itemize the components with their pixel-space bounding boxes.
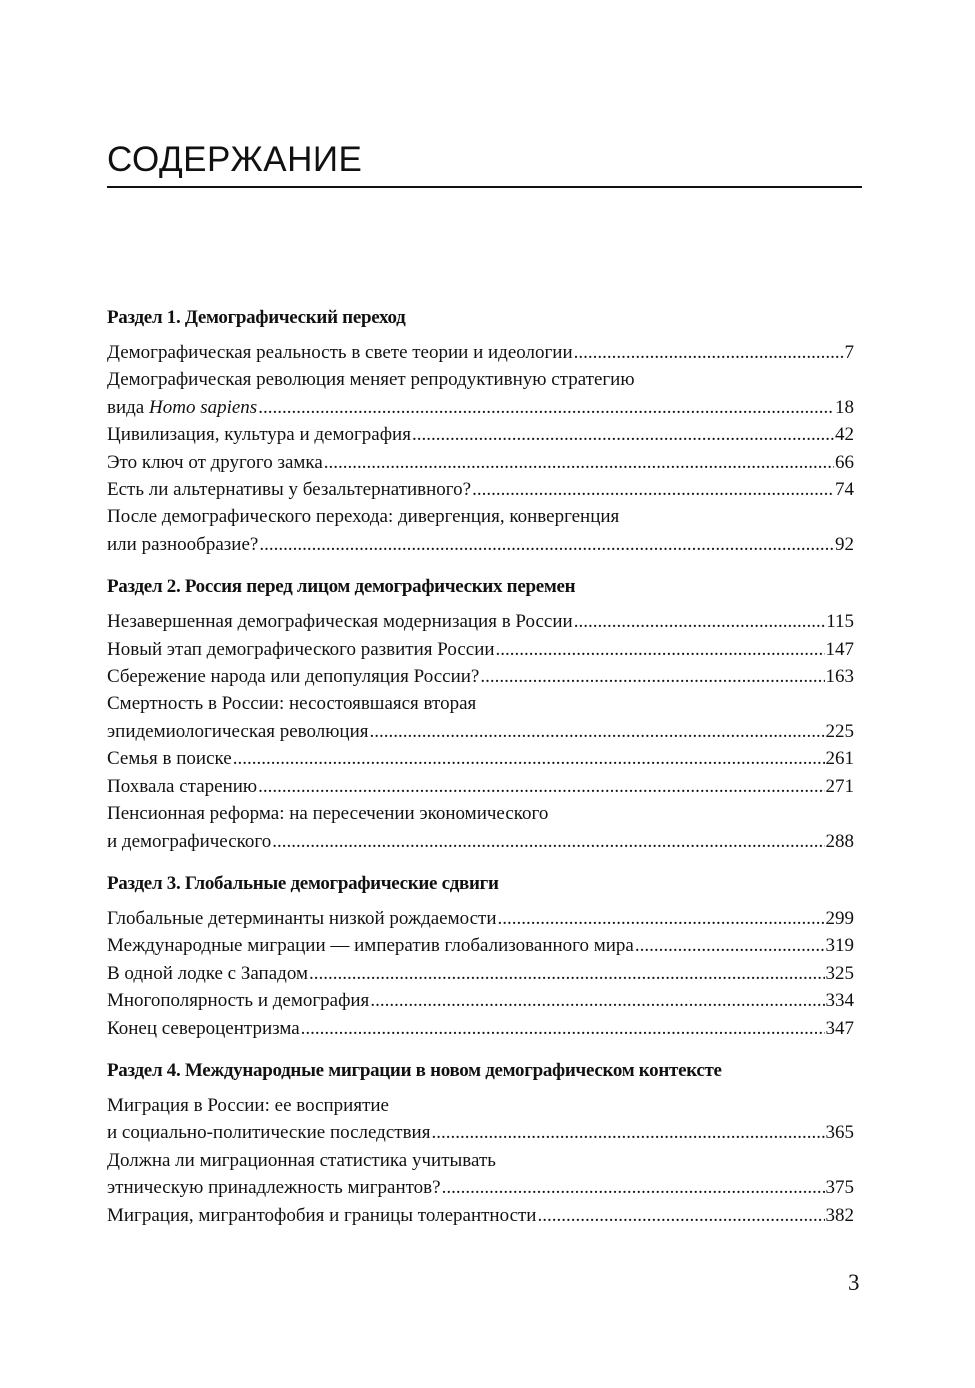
toc-entry[interactable] [107,745,854,772]
entry-page-number: 42 [835,424,854,446]
entry-title-line: Конец североцентризма [107,1017,300,1039]
dot-leader [258,394,834,421]
entry-page-number: 365 [825,1122,854,1144]
entry-page-number: 319 [825,935,854,957]
entry-title-line: вида Homo sapiens [107,396,258,418]
toc-entry[interactable] [107,636,854,663]
toc-entry[interactable] [107,339,854,366]
toc-entry[interactable] [107,476,854,503]
dot-leader [574,608,826,635]
entry-title-italic: Homo sapiens [149,396,258,418]
section-heading: Раздел 3. Глобальные демографические сдвиги [107,872,499,894]
dot-leader [309,960,825,987]
entry-title-line: или разнообразие? [107,533,259,555]
dot-leader [324,449,834,476]
toc-entry[interactable] [107,608,854,635]
entry-page-number: 66 [835,451,854,473]
dot-leader [370,718,825,745]
entry-title-line: Международные миграции — императив глобализованного мира [107,935,634,957]
page-title: СОДЕРЖАНИЕ [107,140,363,179]
entry-title-line: Демографическая реальность в свете теории и идеологии [107,342,573,363]
dot-leader [442,1174,825,1201]
toc-section [107,574,854,855]
table-of-contents [107,305,854,1245]
entry-title-line: Демографическая революция меняет репродуктивную стратегию [107,369,635,391]
dot-leader [272,828,824,855]
toc-entry[interactable] [107,905,854,932]
dot-leader [259,531,834,558]
entry-page-number: 334 [825,990,854,1012]
entry-page-number: 74 [835,479,854,501]
toc-section [107,871,854,1042]
entry-title-line: Цивилизация, культура и демография [107,424,411,446]
entry-page-number: 7 [844,342,854,363]
toc-entry[interactable] [107,773,854,800]
entry-page-number: 299 [825,907,854,929]
dot-leader [574,339,844,366]
dot-leader [412,421,834,448]
entry-title-line: и демографического [107,830,272,852]
entry-title-line: Миграция в России: ее восприятие [107,1094,389,1116]
toc-section [107,1058,854,1229]
toc-entry[interactable] [107,366,854,421]
toc-entry[interactable] [107,1092,854,1147]
entry-page-number: 115 [826,611,854,633]
dot-leader [258,773,824,800]
entry-title-line: Это ключ от другого замка [107,451,323,473]
toc-entry[interactable] [107,690,854,745]
entry-page-number: 225 [825,720,854,742]
dot-leader [233,745,825,772]
toc-entry[interactable] [107,932,854,959]
dot-leader [472,476,834,503]
dot-leader [496,636,825,663]
entry-title-line: и социально-политические последствия [107,1122,431,1144]
entry-page-number: 147 [825,638,854,660]
entry-title-line: Пенсионная реформа: на пересечении экономического [107,803,549,825]
entry-page-number: 375 [825,1177,854,1199]
entry-page-number: 382 [825,1204,854,1226]
toc-entry[interactable] [107,987,854,1014]
entry-page-number: 347 [825,1017,854,1039]
entry-page-number: 325 [825,962,854,984]
entry-title-line: Есть ли альтернативы у безальтернативного? [107,479,472,501]
entry-page-number: 18 [835,396,854,418]
toc-entry[interactable] [107,421,854,448]
toc-entry[interactable] [107,663,854,690]
section-heading: Раздел 2. Россия перед лицом демографических перемен [107,576,576,598]
toc-entry[interactable] [107,1015,854,1042]
toc-entry[interactable] [107,503,854,558]
page-number: 3 [848,1270,860,1295]
entry-title-line: Многополярность и демография [107,990,370,1012]
entry-title-line: Сбережение народа или депопуляция России? [107,666,480,688]
section-heading: Раздел 4. Международные миграции в новом демографическом контексте [107,1059,722,1081]
entry-title-line: Глобальные детерминанты низкой рождаемости [107,907,497,929]
entry-title-line: В одной лодке с Западом [107,962,308,984]
dot-leader [301,1015,825,1042]
entry-title-line: Похвала старению [107,775,258,797]
toc-entry[interactable] [107,1202,854,1229]
dot-leader [370,987,824,1014]
toc-entry[interactable] [107,449,854,476]
entry-title-line: После демографического перехода: дивергенция, конвергенция [107,506,620,528]
entry-title-line: эпидемиологическая революция [107,720,369,742]
dot-leader [635,932,825,959]
toc-entry[interactable] [107,800,854,855]
dot-leader [498,905,825,932]
entry-page-number: 271 [825,775,854,797]
entry-page-number: 261 [825,748,854,770]
toc-entry[interactable] [107,1147,854,1202]
dot-leader [431,1119,824,1146]
entry-title-line: Новый этап демографического развития России [107,638,495,660]
toc-entry[interactable] [107,960,854,987]
entry-title-line: Незавершенная демографическая модернизация в России [107,611,573,633]
entry-page-number: 163 [825,666,854,688]
entry-title-line: Смертность в России: несостоявшаяся вторая [107,693,477,715]
title-rule [107,186,862,188]
entry-page-number: 288 [825,830,854,852]
toc-section [107,305,854,558]
entry-title-line: Должна ли миграционная статистика учитывать [107,1149,496,1171]
entry-title-line: этническую принадлежность мигрантов? [107,1177,441,1199]
dot-leader [537,1202,824,1229]
section-heading: Раздел 1. Демографический переход [107,307,406,328]
entry-page-number: 92 [835,533,854,555]
dot-leader [480,663,824,690]
entry-title-line: Миграция, мигрантофобия и границы толерантности [107,1204,537,1226]
entry-title-line: Семья в поиске [107,748,232,770]
